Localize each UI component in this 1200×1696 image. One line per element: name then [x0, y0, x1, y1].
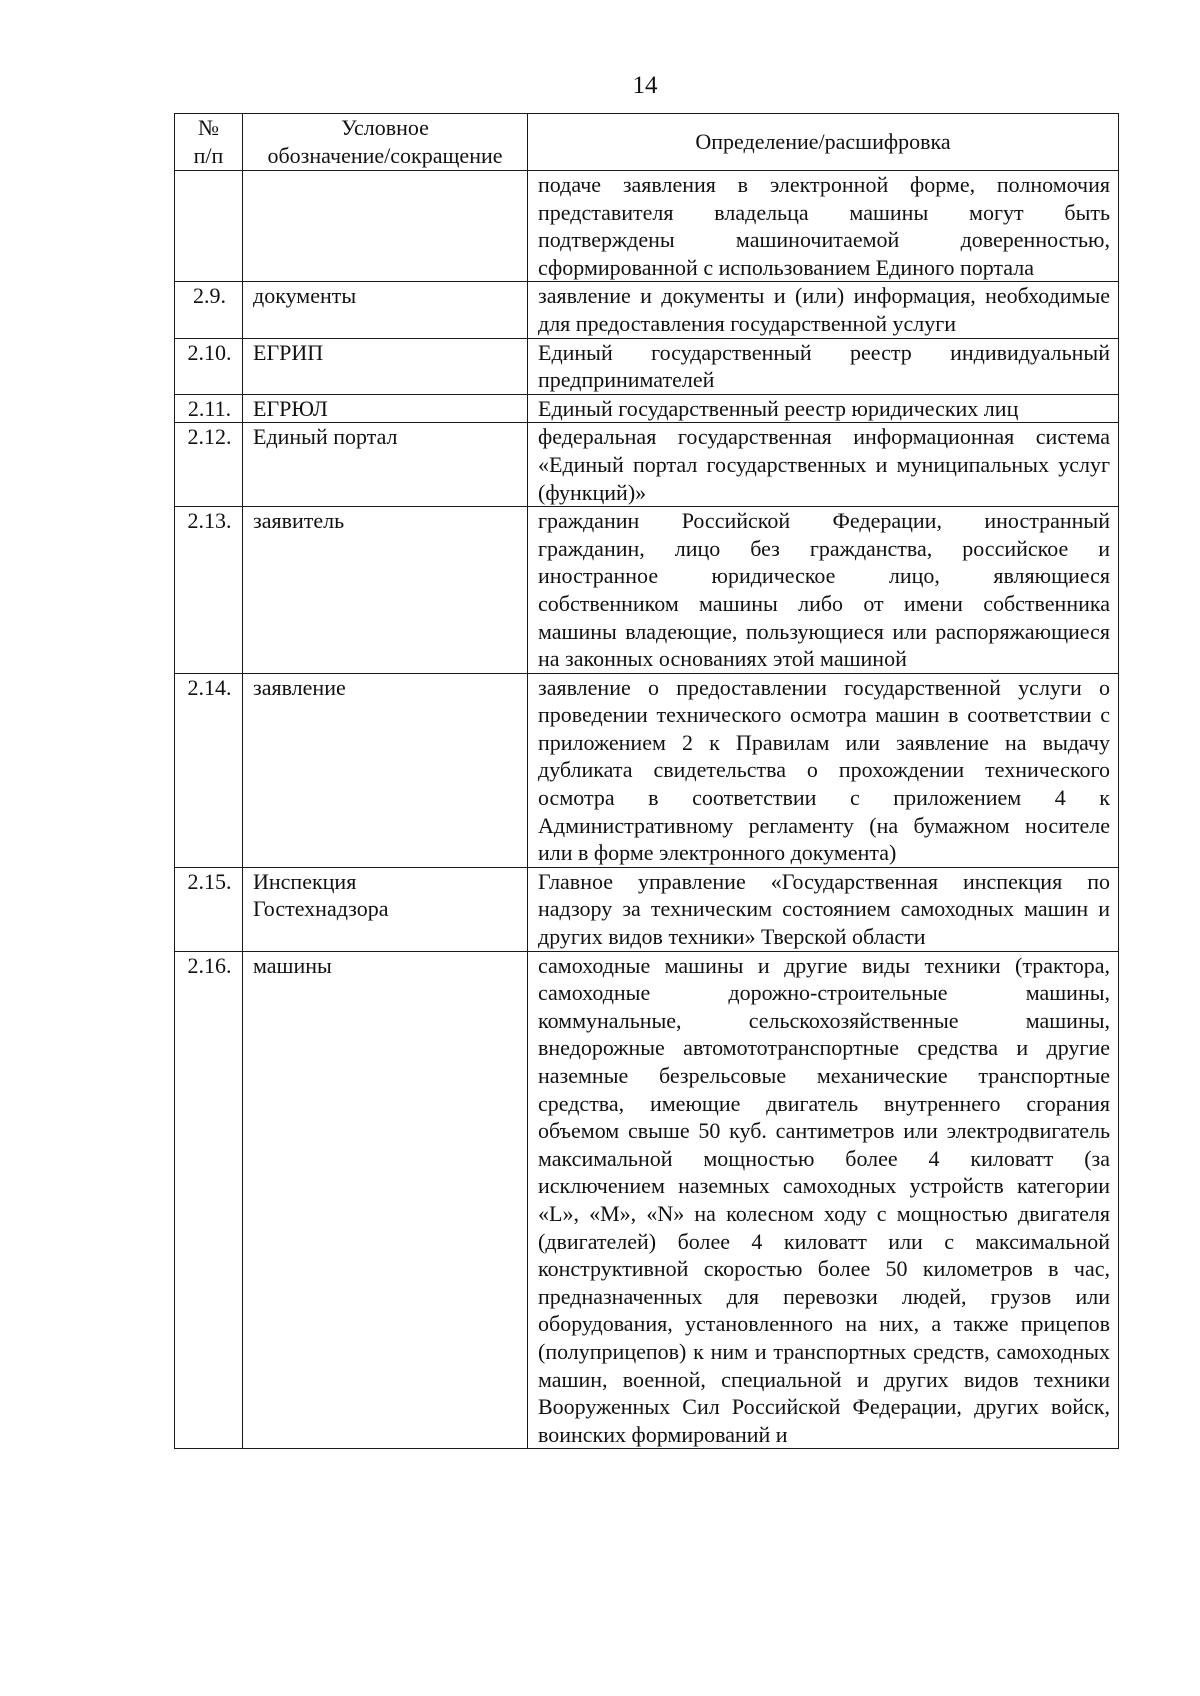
header-abbreviation-line2: обозначение/сокращение	[267, 143, 503, 168]
row-number: 2.12.	[175, 423, 243, 507]
table-row	[175, 673, 1119, 867]
row-abbreviation: машины	[243, 951, 528, 1449]
row-abbreviation: заявление	[243, 673, 528, 867]
row-number: 2.13.	[175, 507, 243, 674]
row-abbreviation	[243, 171, 528, 282]
terms-table	[174, 113, 1119, 1449]
table-row	[175, 282, 1119, 338]
row-definition: Единый государственный реестр индивидуальный предпринимателей	[528, 338, 1119, 394]
row-definition: подаче заявления в электронной форме, полномочия представителя владельца машины могут быть подтверждены машиночитаемой доверенностью, сформированной с использованием Единого портала	[528, 171, 1119, 282]
row-abbreviation	[243, 867, 528, 951]
header-abbreviation-line1: Условное	[341, 115, 429, 141]
header-number-line1: №	[198, 115, 219, 141]
row-number: 2.10.	[175, 338, 243, 394]
header-row	[175, 114, 1119, 171]
page-number: 14	[632, 72, 658, 99]
table-row	[175, 423, 1119, 507]
row-abbreviation-line1: Инспекция	[253, 868, 357, 894]
table-header	[175, 114, 1119, 171]
row-number: 2.11.	[175, 394, 243, 423]
table-row	[175, 507, 1119, 674]
row-abbreviation: заявитель	[243, 507, 528, 674]
row-definition: заявление и документы и (или) информация, необходимые для предоставления государственной услуги	[528, 282, 1119, 338]
row-number	[175, 171, 243, 282]
table-row	[175, 394, 1119, 423]
header-abbreviation	[243, 114, 528, 171]
row-abbreviation: Единый портал	[243, 423, 528, 507]
row-definition: гражданин Российской Федерации, иностранный гражданин, лицо без гражданства, российское и иностранное юридическое лицо, являющиеся собственником машины либо от имени собственника машины владеющие, пользующиеся или распоряжающиеся на законных основаниях этой машиной	[528, 507, 1119, 674]
row-abbreviation: ЕГРЮЛ	[243, 394, 528, 423]
row-definition: федеральная государственная информационная система «Единый портал государственных и муниципальных услуг (функций)»	[528, 423, 1119, 507]
row-number: 2.14.	[175, 673, 243, 867]
table-row	[175, 951, 1119, 1449]
table-row	[175, 867, 1119, 951]
row-definition: Главное управление «Государственная инспекция по надзору за техническим состоянием самоходных машин и других видов техники» Тверской области	[528, 867, 1119, 951]
table-body	[175, 171, 1119, 1449]
header-definition: Определение/расшифровка	[528, 114, 1119, 171]
row-definition: заявление о предоставлении государственной услуги о проведении технического осмотра машин в соответствии с приложением 2 к Правилам или заявление на выдачу дубликата свидетельства о прохождении технического осмотра в соответствии с приложением 4 к Административному регламенту (на бумажном носителе или в форме электронного документа)	[528, 673, 1119, 867]
header-number	[175, 114, 243, 171]
row-definition: самоходные машины и другие виды техники (трактора, самоходные дорожно-строительные машины, коммунальные, сельскохозяйственные машины, внедорожные автомототранспортные средства и другие наземные безрельсовые механические транспортные средства, имеющие двигатель внутреннего сгорания объемом свыше 50 куб. сантиметров или электродвигатель максимальной мощностью более 4 киловатт (за исключением наземных самоходных устройств категории «L», «M», «N» на колесном ходу с мощностью двигателя (двигателей) более 4 киловатт или с максимальной конструктивной скоростью более 50 километров в час, предназначенных для перевозки людей, грузов или оборудования, установленного на них, а также прицепов (полуприцепов) к ним и транспортных средств, самоходных машин, военной, специальной и других видов техники Вооруженных Сил Российской Федерации, других войск, воинских формирований и	[528, 951, 1119, 1449]
table-row	[175, 338, 1119, 394]
row-number: 2.9.	[175, 282, 243, 338]
table-row	[175, 171, 1119, 282]
row-abbreviation-line2: Гостехнадзора	[253, 896, 389, 922]
row-number: 2.15.	[175, 867, 243, 951]
row-abbreviation: документы	[243, 282, 528, 338]
row-abbreviation: ЕГРИП	[243, 338, 528, 394]
header-number-line2: п/п	[193, 143, 224, 168]
row-number: 2.16.	[175, 951, 243, 1449]
row-definition: Единый государственный реестр юридических лиц	[528, 394, 1119, 423]
